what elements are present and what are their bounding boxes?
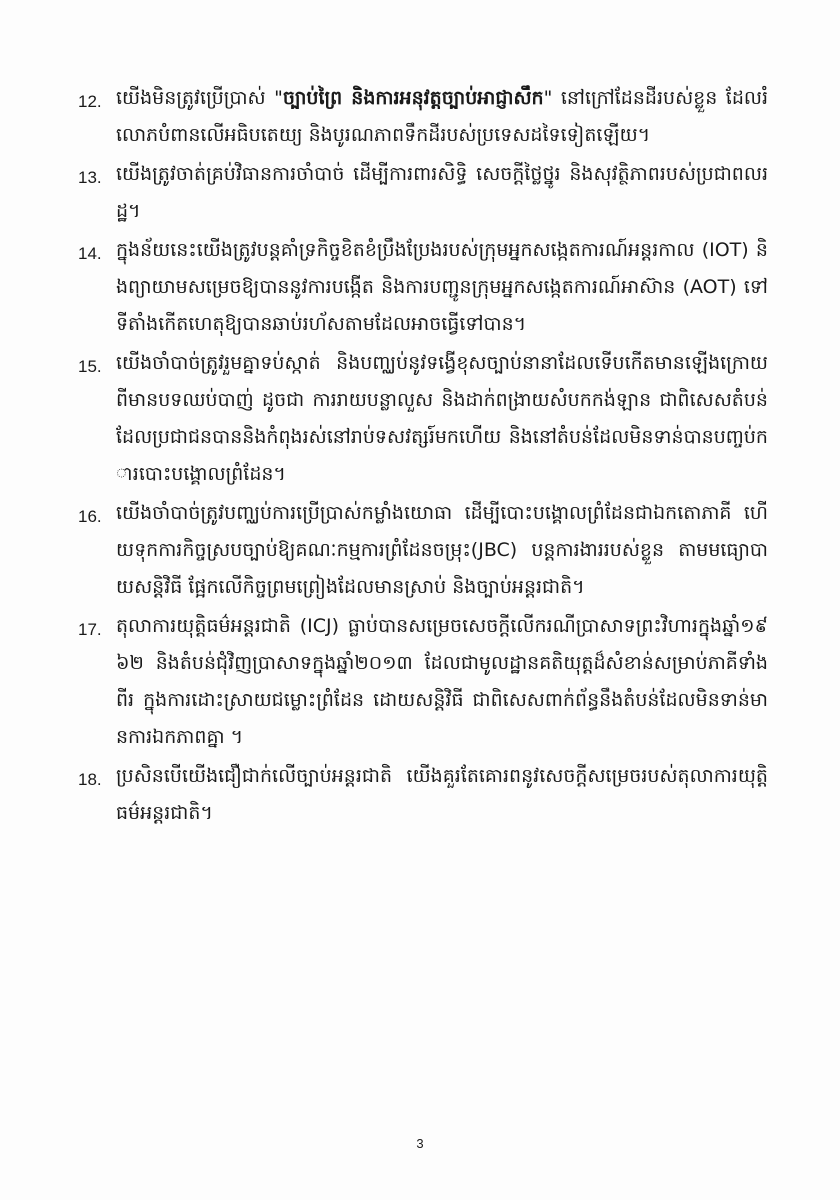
item-number: 16.	[78, 507, 102, 526]
item-text-part: យើងមិនត្រូវប្រើប្រាស់ "	[116, 87, 283, 109]
list-item-16	[78, 495, 768, 606]
emphasized-phrase: ច្បាប់ព្រៃ និងការអនុវត្តច្បាប់អាជ្ញាសឹក	[282, 87, 544, 109]
item-number: 14.	[78, 244, 102, 263]
item-text: ក្នុងន័យនេះយើងត្រូវបន្តគាំទ្រកិច្ចខិតខំប្រឹងប្រែងរបស់ក្រុមអ្នកសង្កេតការណ៍អន្តរកាល (IOT) និងព្យាយាមសម្រេចឱ្យបាននូវការបង្កើត និងការបញ្ជូនក្រុមអ្នកសង្កេតការណ៍អាស៊ាន (AOT) ទៅទីតាំងកើតហេតុឱ្យបានឆាប់រហ័សតាមដែលអាចធ្វើទៅបាន។	[116, 239, 768, 335]
item-number: 15.	[78, 357, 102, 376]
item-text: យើងចាំបាច់ត្រូវរួមគ្នាទប់ស្កាត់ និងបញ្ឈប់នូវទង្វើខុសច្បាប់នានាដែលទើបកើតមានឡើងក្រោយពីមានបទឈប់បាញ់ ដូចជា ការរាយបន្លាលួស និងដាក់ពង្រាយសំបកកង់ឡាន ជាពិសេសតំបន់ដែលប្រជាជនបាននិងកំពុងរស់នៅរាប់ទសវត្សរ៍មកហើយ និងនៅតំបន់ដែលមិនទាន់បានបញ្ចប់ការបោះបង្គោលព្រំដែន។	[116, 352, 768, 485]
item-number: 17.	[78, 620, 102, 639]
item-number: 18.	[78, 770, 102, 789]
numbered-statement-list	[78, 80, 768, 834]
item-text-part: " នៅក្រៅដែនដីរបស់ខ្លួន ដែលរំលោភបំពានលើអធិបតេយ្យ និងបូរណភាពទឹកដីរបស់ប្រទេសដទៃទៀតឡើយ។	[116, 87, 769, 146]
list-item-15	[78, 345, 768, 493]
item-number: 12.	[78, 92, 102, 111]
item-text: យើងត្រូវចាត់គ្រប់វិធានការចាំបាច់ ដើម្បីការពារសិទ្ធិ សេចក្តីថ្លៃថ្នូរ និងសុវត្ថិភាពរបស់ប្រជាពលរដ្ឋ។	[116, 163, 768, 222]
list-item-17	[78, 608, 768, 756]
item-text: តុលាការយុត្តិធម៌អន្តរជាតិ (ICJ) ធ្លាប់បានសម្រេចសេចក្តីលើករណីប្រាសាទព្រះវិហារក្នុងឆ្នាំ១៩៦២ និងតំបន់ជុំវិញប្រាសាទក្នុងឆ្នាំ២០១៣ ដែលជាមូលដ្ឋានគតិយុត្តដ៏សំខាន់សម្រាប់ភាគីទាំងពីរ ក្នុងការដោះស្រាយជម្លោះព្រំដែន ដោយសន្តិវិធី ជាពិសេសពាក់ព័ន្ធនឹងតំបន់ដែលមិនទាន់មានការឯកភាពគ្នា ។	[116, 615, 768, 748]
item-text	[116, 80, 768, 154]
list-item-13	[78, 156, 768, 230]
item-text: ប្រសិនបើយើងជឿជាក់លើច្បាប់អន្តរជាតិ យើងគួរតែគោរពនូវសេចក្តីសម្រេចរបស់តុលាការយុត្តិធម៌អន្តរជាតិ។	[116, 765, 768, 824]
list-item-18	[78, 758, 768, 832]
item-text: យើងចាំបាច់ត្រូវបញ្ឈប់ការប្រើប្រាស់កម្លាំងយោធា ដើម្បីបោះបង្គោលព្រំដែនជាឯកតោភាគី ហើយទុកការកិច្ចស្របច្បាប់ឱ្យគណៈកម្មការព្រំដែនចម្រុះ(JBC) បន្តការងាររបស់ខ្លួន តាមមធ្យោបាយសន្តិវិធី ផ្អែកលើកិច្ចព្រមព្រៀងដែលមានស្រាប់ និងច្បាប់អន្តរជាតិ។	[116, 502, 768, 598]
list-item-12	[78, 80, 768, 154]
page-number: 3	[416, 1136, 424, 1151]
list-item-14	[78, 232, 768, 343]
item-number: 13.	[78, 168, 102, 187]
